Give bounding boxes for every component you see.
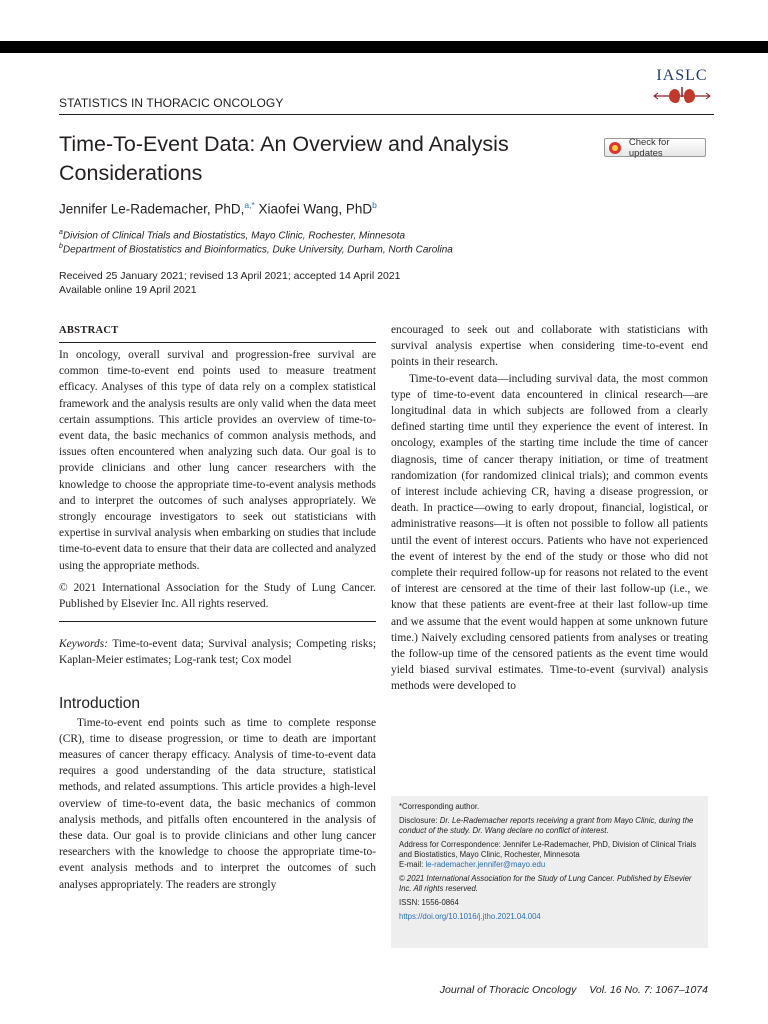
affiliation bbox=[59, 229, 405, 241]
author-affiliation-mark[interactable]: a,* bbox=[244, 200, 255, 210]
affiliation-mark: a bbox=[59, 229, 63, 236]
copyright-note: © 2021 International Association for the Study of Lung Cancer. Published by Elsevier Inc. All rights reserved. bbox=[399, 874, 692, 893]
abstract-text: In oncology, overall survival and progression-free survival are common time-to-event end points used to measure treatment efficacy. Analyses of this type of data rely on a complex statistical framework and the analysis results are only valid when the data meet certain assumptions. This article provides an overview of time-to-event data, the basic mechanics of common analysis methods, and issues often encountered when analyzing such data. Our goal is to provide clinicians and other lung cancer researchers with the knowledge to choose the appropriate time-to-event analysis methods and to interpret the outcomes of such analyses appropriately. We strongly encourage investigators to seek out statisticians with expertise in survival analysis when embarking on studies that include time-to-event data to ensure that their data are collected and analyzed using the appropriate methods. bbox=[59, 349, 376, 572]
right-column bbox=[391, 325, 708, 695]
abstract-heading: ABSTRACT bbox=[59, 325, 119, 336]
keywords bbox=[59, 636, 376, 668]
iaslc-logo[interactable] bbox=[652, 67, 712, 113]
email-label: E-mail: bbox=[399, 860, 424, 869]
lung-ribbon-icon bbox=[652, 85, 712, 107]
check-for-updates-button[interactable] bbox=[604, 138, 706, 157]
author-affiliation-mark[interactable]: b bbox=[372, 200, 377, 210]
introduction-paragraph: Time-to-event end points such as time to complete response (CR), time to disease progression, or time to death are important measures of cancer therapy efficacy. Analysis of time-to-event data requires a good understanding of the data structure, statistical methods, and related assumptions. This article provides a high-level overview of time-to-event data, the basic mechanics of common analysis methods, and pitfalls often encountered in the analysis of these data. Our goal is to provide clinicians and other lung cancer researchers with the knowledge to choose the appropriate time-to-event analysis methods and to interpret the outcomes of such analyses appropriately. The readers are strongly bbox=[59, 716, 376, 891]
keywords-list: Time-to-event data; Survival analysis; Competing risks; Kaplan-Meier estimates; Log-rank test; Cox model bbox=[59, 638, 376, 667]
affiliation bbox=[59, 243, 453, 255]
left-column bbox=[59, 325, 376, 893]
email-link[interactable]: le-rademacher.jennifer@mayo.edu bbox=[425, 860, 546, 869]
article-dates bbox=[59, 270, 400, 297]
header-rule bbox=[59, 114, 714, 115]
paragraph-continued: encouraged to seek out and collaborate with statisticians with survival analysis expertise when considering time-to-event end points in their research. bbox=[391, 324, 708, 369]
affiliation-mark: b bbox=[59, 243, 63, 250]
author-list bbox=[59, 200, 377, 217]
introduction-heading: Introduction bbox=[59, 694, 140, 712]
page-footer bbox=[380, 984, 708, 996]
check-for-updates-label: Check for updates bbox=[628, 136, 670, 159]
iaslc-logo-text: IASLC bbox=[656, 67, 708, 84]
disclosure-label: Disclosure: bbox=[399, 816, 438, 825]
author-name: Jennifer Le-Rademacher, PhD, bbox=[59, 201, 245, 217]
received-dates: Received 25 January 2021; revised 13 April 2021; accepted 14 April 2021 bbox=[59, 270, 401, 282]
doi-link[interactable]: https://doi.org/10.1016/j.jtho.2021.04.004 bbox=[399, 912, 541, 921]
correspondence-address bbox=[399, 840, 700, 870]
online-date: Available online 19 April 2021 bbox=[59, 283, 197, 296]
corresponding-author-note: *Corresponding author. bbox=[399, 802, 480, 811]
author-name: Xiaofei Wang, PhD bbox=[258, 201, 373, 217]
crossmark-icon bbox=[609, 142, 621, 154]
disclosure-note bbox=[399, 816, 700, 836]
affiliation-text: Department of Biostatistics and Bioinformatics, Duke University, Durham, North Carolina bbox=[62, 244, 453, 256]
abstract-rule bbox=[59, 342, 376, 343]
abstract-bottom-rule bbox=[59, 621, 376, 622]
disclosure-text: Dr. Le-Rademacher reports receiving a grant from Mayo Clinic, during the conduct of the study. Dr. Wang declare no conflict of interest. bbox=[399, 816, 694, 835]
article-title: Time-To-Event Data: An Overview and Analysis Considerations bbox=[59, 132, 509, 185]
footnote-box bbox=[391, 796, 708, 948]
top-bar bbox=[0, 41, 768, 53]
journal-name: Journal of Thoracic Oncology bbox=[439, 984, 577, 996]
keywords-label: Keywords: bbox=[59, 638, 108, 651]
volume-info: Vol. 16 No. 7: 1067–1074 bbox=[589, 984, 708, 996]
paragraph: Time-to-event data—including survival data, the most common type of time-to-event data encountered in clinical research—are longitudinal data in which subjects are followed from a clearly defined starting time until they experience the event of interest. In oncology, examples of the starting time include the time of cancer diagnosis, time of cancer therapy initiation, or time of treatment randomization (for randomized clinical trials); and common events of interest include achieving CR, having a disease progression, or death. In practice—owing to early dropout, financial, logistical, or administrative reasons—it is often not possible to follow all patients until the event of interest occurs. Patients who have not experienced the event of interest by the end of the study or those who did not complete their required follow-up for reasons not related to the event of interest are censored at the time of their last follow-up (i.e., we know that these patients are event-free at their last follow-up time and we assume that the event would happen at some unknown future time.) Naively excluding censored patients from analyses or treating the follow-up time of the censored patients as the event time would yield biased survival estimates. Time-to-event (survival) analysis methods were developed to bbox=[391, 372, 708, 693]
section-label: STATISTICS IN THORACIC ONCOLOGY bbox=[59, 96, 284, 110]
address-text: Address for Correspondence: Jennifer Le-Rademacher, PhD, Division of Clinical Trials and Biostatistics, Mayo Clinic, Rochester, Minnesota bbox=[399, 840, 697, 859]
issn: ISSN: 1556-0864 bbox=[399, 898, 459, 907]
affiliation-text: Division of Clinical Trials and Biostatistics, Mayo Clinic, Rochester, Minnesota bbox=[62, 230, 406, 242]
abstract-copyright: © 2021 International Association for the Study of Lung Cancer. Published by Elsevier Inc. All rights reserved. bbox=[59, 581, 376, 611]
